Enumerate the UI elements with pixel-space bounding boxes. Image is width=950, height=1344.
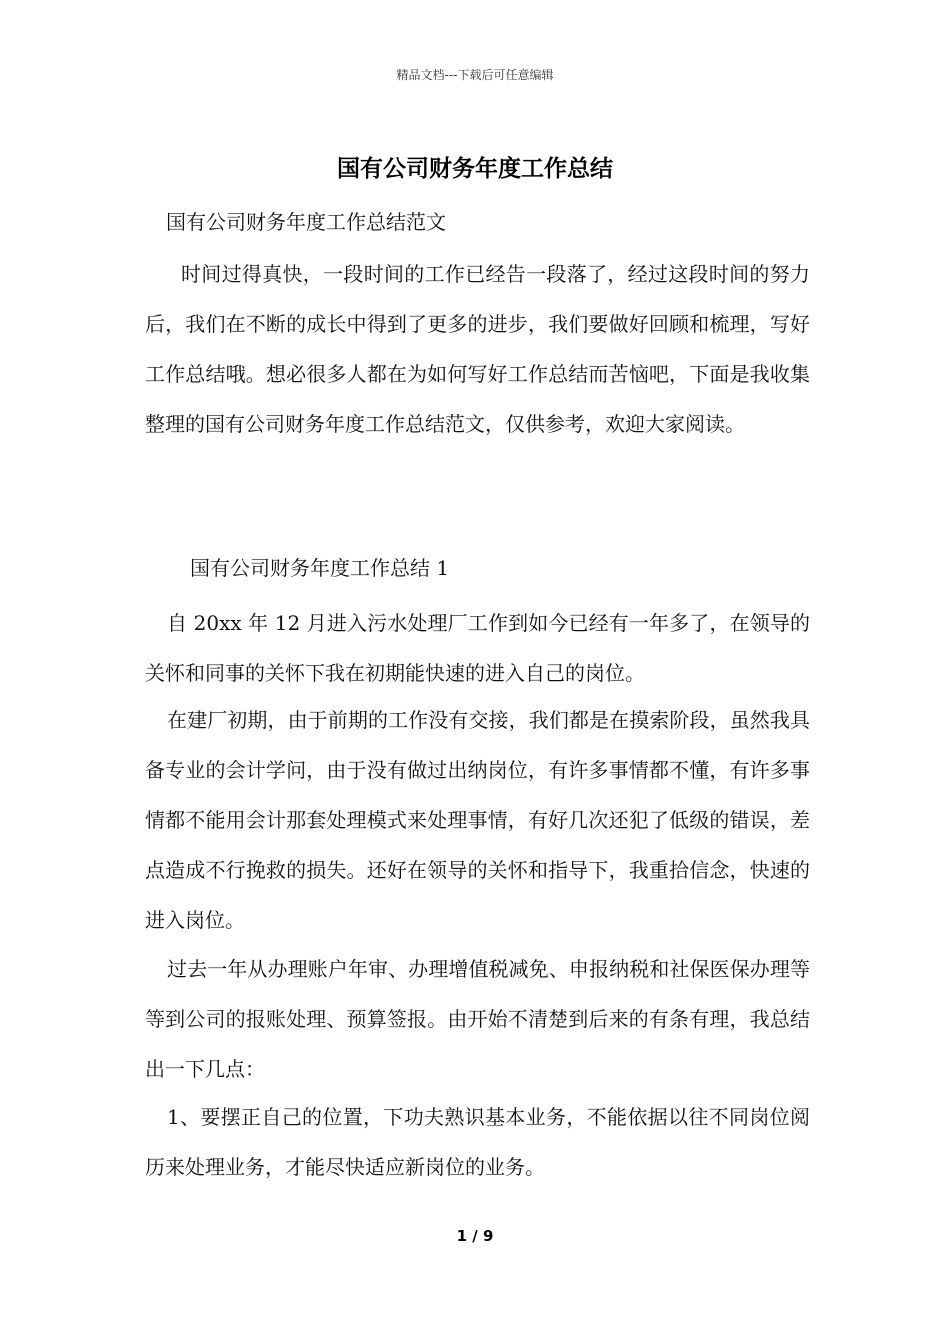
header-note: 精品文档---下载后可任意编辑 xyxy=(396,68,554,82)
section-heading: 国有公司财务年度工作总结 1 xyxy=(190,556,450,580)
paragraph-2: 在建厂初期，由于前期的工作没有交接，我们都是在摸索阶段，虽然我具备专业的会计学问，由于没有做过出纳岗位，有许多事情都不懂，有许多事情都不能用会计那套处理模式来处理事情，有好几次还犯了低级的错误，差点造成不行挽救的损失。还好在领导的关怀和指导下，我重拾信念，快速的进入岗位。 xyxy=(145,708,810,932)
intro-paragraph: 时间过得真快，一段时间的工作已经告一段落了，经过这段时间的努力后，我们在不断的成长中得到了更多的进步，我们要做好回顾和梳理，写好工作总结哦。想必很多人都在为如何写好工作总结而苦恼吧，下面是我收集整理的国有公司财务年度工作总结范文，仅供参考，欢迎大家阅读。 xyxy=(145,262,810,436)
page-number: 1 / 9 xyxy=(456,1227,494,1245)
paragraph-1: 自 20xx 年 12 月进入污水处理厂工作到如今已经有一年多了，在领导的关怀和同事的关怀下我在初期能快速的进入自己的岗位。 xyxy=(145,611,810,685)
paragraph-4: 1、要摆正自己的位置，下功夫熟识基本业务，不能依据以往不同岗位阅历来处理业务，才能尽快适应新岗位的业务。 xyxy=(145,1105,810,1179)
document-title: 国有公司财务年度工作总结 xyxy=(337,155,613,182)
document-subtitle: 国有公司财务年度工作总结范文 xyxy=(166,210,446,234)
paragraph-3: 过去一年从办理账户年审、办理增值税减免、申报纳税和社保医保办理等等到公司的报账处理、预算签报。由开始不清楚到后来的有条有理，我总结出一下几点： xyxy=(145,957,810,1081)
